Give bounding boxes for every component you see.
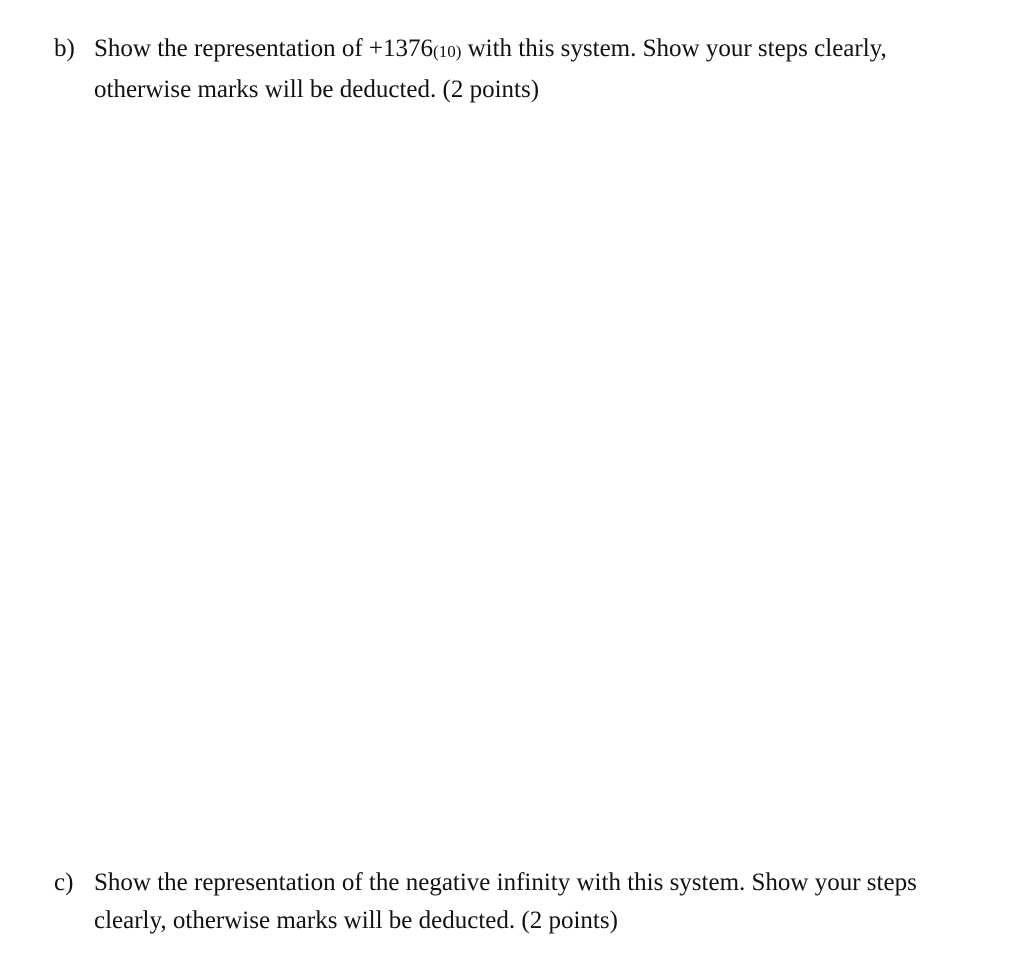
question-b-label: b) (54, 35, 75, 62)
question-b-line-1-post: with this system. Show your steps clearly, (461, 35, 887, 62)
question-c-line-2: clearly, otherwise marks will be deducted. (2 points) (94, 907, 618, 934)
question-c (54, 864, 1014, 940)
question-b-line-1 (94, 30, 1014, 71)
question-b-line-2: otherwise marks will be deducted. (2 points) (94, 76, 540, 103)
question-b (54, 30, 1014, 109)
base-subscript: (10) (433, 42, 462, 61)
question-b-line-1-pre: Show the representation of +1376 (94, 35, 434, 62)
question-b-text (94, 30, 1014, 109)
question-c-label: c) (54, 869, 74, 896)
question-c-text (94, 864, 1014, 940)
question-c-line-1: Show the representation of the negative infinity with this system. Show your steps (94, 869, 917, 896)
